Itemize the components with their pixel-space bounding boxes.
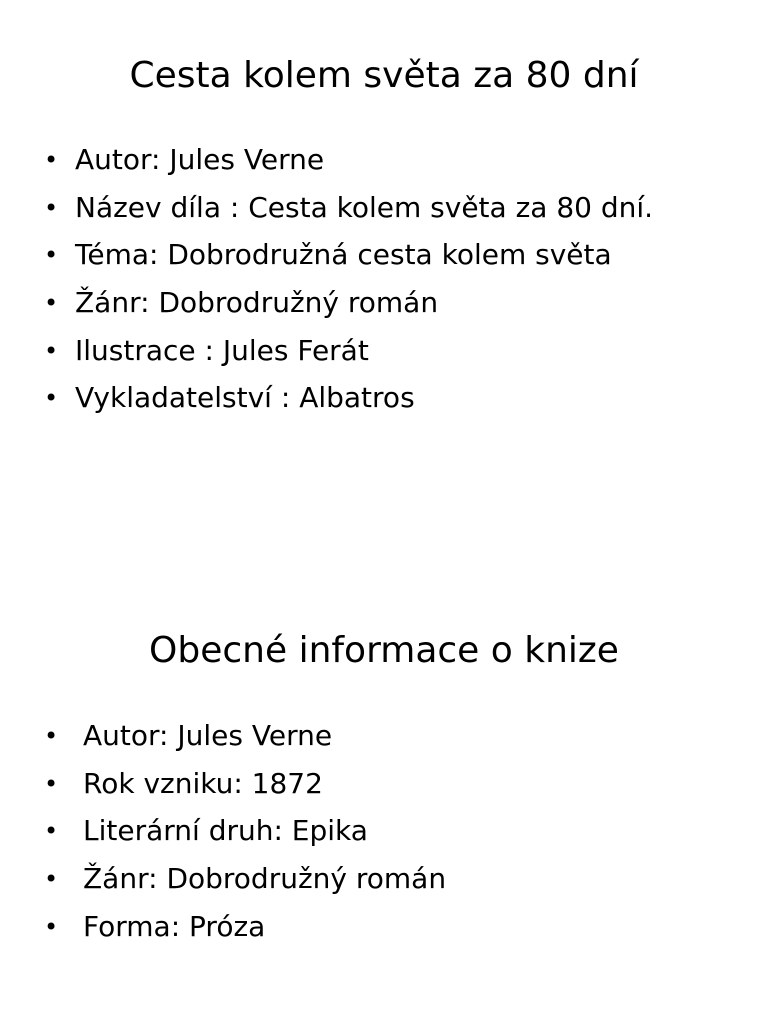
bullet-text: Forma: Próza xyxy=(83,909,266,943)
bullet-icon: • xyxy=(44,912,59,941)
bullet-text: Autor: Jules Verne xyxy=(75,143,325,176)
bullet-icon: • xyxy=(44,289,59,318)
bullet-icon: • xyxy=(44,769,59,798)
bullet-text: Autor: Jules Verne xyxy=(83,719,333,752)
bullet-icon: • xyxy=(44,193,59,222)
bullet-icon: • xyxy=(44,384,59,413)
bullet-icon: • xyxy=(44,241,59,270)
bullet-text: Rok vzniku: 1872 xyxy=(83,766,323,800)
bullet-text: Ilustrace : Jules Ferát xyxy=(75,333,369,367)
bullet-text: Literární druh: Epika xyxy=(83,814,368,848)
bullet-icon: • xyxy=(44,817,59,846)
bullet-text: Žánr: Dobrodružný román xyxy=(83,862,447,896)
bullet-text: Název díla : Cesta kolem světa za 80 dní. xyxy=(75,190,654,224)
bullet-icon: • xyxy=(44,336,59,365)
bullet-icon: • xyxy=(44,146,59,174)
bullet-text: Vykladatelství : Albatros xyxy=(75,381,415,415)
bullet-icon: • xyxy=(44,865,59,894)
bullet-text: Žánr: Dobrodružný román xyxy=(75,286,439,320)
slide-title: Cesta kolem světa za 80 dní xyxy=(129,55,639,96)
bullet-text: Téma: Dobrodružná cesta kolem světa xyxy=(75,238,612,272)
bullet-icon: • xyxy=(44,722,59,750)
slide-title: Obecné informace o knize xyxy=(149,630,619,671)
